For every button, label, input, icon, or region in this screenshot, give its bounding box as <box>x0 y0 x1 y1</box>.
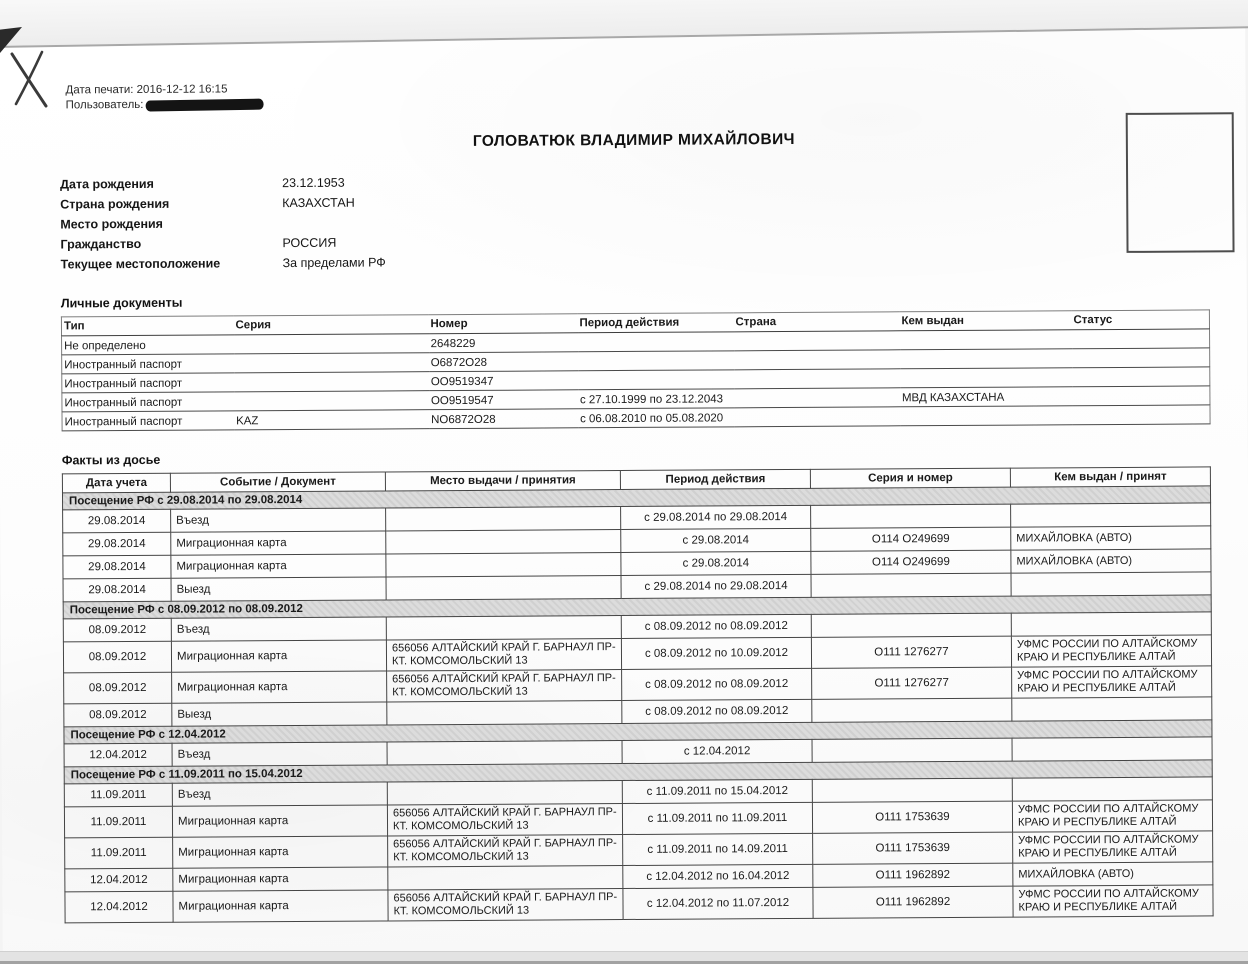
table-cell <box>1012 777 1212 801</box>
column-header: Место выдачи / принятия <box>385 471 620 491</box>
field-value: РОССИЯ <box>282 235 337 251</box>
table-cell <box>900 330 1072 350</box>
table-cell: УФМС РОССИИ ПО АЛТАЙСКОМУ КРАЮ И РЕСПУБЛИКЕ АЛТАЙ <box>1012 800 1212 832</box>
table-cell <box>234 372 429 392</box>
table-cell <box>1011 572 1211 596</box>
field-value: За пределами РФ <box>282 255 386 271</box>
table-cell: 29.08.2014 <box>63 532 171 556</box>
table-cell: с 12.04.2012 по 16.04.2012 <box>623 864 813 888</box>
table-cell: с 11.09.2011 по 11.09.2011 <box>622 802 812 834</box>
table-cell: с 27.10.1999 по 23.12.2043 <box>579 392 724 406</box>
table-cell <box>234 334 429 354</box>
group-title: Посещение РФ с 11.09.2011 по 15.04.2012 <box>64 760 1212 784</box>
table-cell: Выезд <box>171 577 386 601</box>
personal-fields <box>60 167 1209 274</box>
table-cell <box>734 407 900 427</box>
table-cell: Миграционная карта <box>173 890 388 922</box>
table-cell: Иностранный паспорт <box>64 358 183 371</box>
group-title: Посещение РФ с 29.08.2014 по 29.08.2014 <box>62 486 1210 510</box>
handwritten-x-mark <box>6 46 58 110</box>
table-cell: УФМС РОССИИ ПО АЛТАЙСКОМУ КРАЮ И РЕСПУБЛИКЕ АЛТАЙ <box>1013 831 1213 863</box>
documents-section-title: Личные документы <box>60 295 183 311</box>
field-value: КАЗАХСТАН <box>282 195 355 211</box>
table-cell: OO9519347 <box>430 375 494 388</box>
table-cell: с 08.09.2012 по 08.09.2012 <box>621 614 811 638</box>
table-cell <box>387 741 622 765</box>
table-cell <box>387 701 622 725</box>
table-cell: O111 1753639 <box>813 832 1013 864</box>
table-row <box>65 885 1213 923</box>
table-cell <box>811 573 1011 597</box>
table-cell <box>578 370 734 390</box>
table-cell: Иностранный паспорт <box>64 415 183 428</box>
column-header: Серия и номер <box>810 468 1010 488</box>
table-cell: Въезд <box>172 782 387 806</box>
table-cell: с 08.09.2012 по 08.09.2012 <box>622 668 812 700</box>
document-page <box>0 24 1248 962</box>
column-header: Период действия <box>620 469 810 489</box>
table-cell: МИХАЙЛОВКА (АВТО) <box>1011 549 1211 573</box>
table-cell <box>386 507 621 531</box>
table-cell: УФМС РОССИИ ПО АЛТАЙСКОМУ КРАЮ И РЕСПУБЛИКЕ АЛТАЙ <box>1011 635 1211 667</box>
table-cell: с 06.08.2010 по 05.08.2020 <box>580 411 724 425</box>
table-cell <box>1012 737 1212 761</box>
table-cell <box>811 613 1011 637</box>
column-header: Кем выдан <box>899 311 1071 331</box>
table-cell: 656056 АЛТАЙСКИЙ КРАЙ Г. БАРНАУЛ ПР-КТ. КОМСОМОЛЬСКИЙ 13 <box>386 639 621 671</box>
group-title: Посещение РФ с 08.09.2012 по 08.09.2012 <box>63 595 1211 619</box>
table-cell <box>1072 386 1210 406</box>
table-cell: с 11.09.2011 по 15.04.2012 <box>622 779 812 803</box>
table-cell <box>1012 697 1212 721</box>
table-cell <box>900 406 1072 426</box>
column-header: Дата учета <box>62 473 170 493</box>
table-cell <box>1072 367 1210 387</box>
table-cell: 12.04.2012 <box>65 868 173 892</box>
table-cell: O111 1962892 <box>813 863 1013 887</box>
table-cell <box>386 616 621 640</box>
column-header: Статус <box>1071 310 1209 330</box>
table-cell: OO9519547 <box>430 394 494 407</box>
table-cell <box>811 504 1011 528</box>
table-cell <box>386 530 621 554</box>
table-cell: 08.09.2012 <box>64 672 172 704</box>
table-cell: O111 1276277 <box>811 636 1011 668</box>
user-label: Пользователь: <box>65 98 144 112</box>
table-cell: O114 O249699 <box>811 550 1011 574</box>
table-cell: 656056 АЛТАЙСКИЙ КРАЙ Г. БАРНАУЛ ПР-КТ. КОМСОМОЛЬСКИЙ 13 <box>387 804 622 836</box>
table-cell: Иностранный паспорт <box>64 377 183 390</box>
table-cell <box>578 351 734 371</box>
table-cell <box>1072 405 1210 425</box>
table-cell: 08.09.2012 <box>63 641 171 673</box>
table-cell: Въезд <box>171 617 386 641</box>
table-cell: O111 1276277 <box>812 667 1012 699</box>
table-cell <box>386 553 621 577</box>
table-cell: 29.08.2014 <box>63 509 171 533</box>
table-cell: Миграционная карта <box>172 805 387 837</box>
column-header: Период действия <box>577 313 733 333</box>
table-cell <box>578 332 734 352</box>
table-cell: УФМС РОССИИ ПО АЛТАЙСКОМУ КРАЮ И РЕСПУБЛИКЕ АЛТАЙ <box>1012 666 1212 698</box>
table-cell: O111 1753639 <box>812 801 1012 833</box>
field-label: Дата рождения <box>60 176 154 192</box>
table-cell: 08.09.2012 <box>64 703 172 727</box>
table-cell: с 29.08.2014 <box>621 551 811 575</box>
column-header: Тип <box>61 316 233 336</box>
table-cell <box>234 391 429 411</box>
table-cell <box>734 388 900 408</box>
field-label: Текущее местоположение <box>60 256 221 272</box>
table-cell <box>234 353 429 373</box>
table-cell: Миграционная карта <box>171 640 386 672</box>
table-cell <box>386 576 621 600</box>
table-cell: O6872O28 <box>430 356 488 369</box>
table-cell <box>734 331 900 351</box>
table-cell: Миграционная карта <box>171 531 386 555</box>
field-label: Место рождения <box>60 216 163 232</box>
table-cell: 11.09.2011 <box>65 837 173 869</box>
table-cell: NO6872O28 <box>431 413 496 426</box>
table-cell: с 08.09.2012 по 10.09.2012 <box>621 637 811 669</box>
table-cell: 656056 АЛТАЙСКИЙ КРАЙ Г. БАРНАУЛ ПР-КТ. КОМСОМОЛЬСКИЙ 13 <box>387 670 622 702</box>
table-cell: Миграционная карта <box>172 671 387 703</box>
table-cell <box>734 350 900 370</box>
table-cell: O111 1962892 <box>813 886 1013 918</box>
table-cell <box>812 738 1012 762</box>
table-cell: Миграционная карта <box>171 554 386 578</box>
table-cell: с 11.09.2011 по 14.09.2011 <box>623 833 813 865</box>
table-cell: 12.04.2012 <box>64 743 172 767</box>
table-cell: Выезд <box>172 702 387 726</box>
print-info <box>65 76 1207 113</box>
group-title: Посещение РФ с 12.04.2012 <box>64 720 1212 744</box>
table-cell: 2648229 <box>430 337 476 350</box>
table-cell: 11.09.2011 <box>64 806 172 838</box>
table-cell: МИХАЙЛОВКА (АВТО) <box>1011 526 1211 550</box>
table-cell: 12.04.2012 <box>65 891 173 923</box>
table-cell <box>387 781 622 805</box>
print-date: Дата печати: 2016-12-12 16:15 <box>65 83 228 97</box>
table-cell <box>812 778 1012 802</box>
table-cell: Иностранный паспорт <box>64 396 183 409</box>
table-cell: 08.09.2012 <box>63 618 171 642</box>
table-cell: с 12.04.2012 по 11.07.2012 <box>623 887 813 919</box>
table-cell: Въезд <box>171 508 386 532</box>
documents-table <box>61 309 1211 431</box>
table-cell: 11.09.2011 <box>64 783 172 807</box>
table-cell <box>1011 612 1211 636</box>
column-header: Номер <box>428 314 577 334</box>
table-cell: с 29.08.2014 <box>621 528 811 552</box>
table-cell: 656056 АЛТАЙСКИЙ КРАЙ Г. БАРНАУЛ ПР-КТ. КОМСОМОЛЬСКИЙ 13 <box>388 889 623 921</box>
column-header: Событие / Документ <box>170 472 385 492</box>
table-cell: 29.08.2014 <box>63 555 171 579</box>
field-value: 23.12.1953 <box>282 175 345 191</box>
table-cell: 29.08.2014 <box>63 578 171 602</box>
table-cell: с 29.08.2014 по 29.08.2014 <box>621 505 811 529</box>
table-cell: УФМС РОССИИ ПО АЛТАЙСКОМУ КРАЮ И РЕСПУБЛИКЕ АЛТАЙ <box>1013 885 1213 917</box>
table-cell: с 08.09.2012 по 08.09.2012 <box>622 699 812 723</box>
field-label: Страна рождения <box>60 196 170 212</box>
field-label: Гражданство <box>60 236 142 252</box>
facts-table-body <box>62 486 1213 923</box>
column-header: Страна <box>733 312 899 332</box>
redaction-bar <box>145 99 263 112</box>
table-cell: Миграционная карта <box>173 836 388 868</box>
page-title: ГОЛОВАТЮК ВЛАДИМИР МИХАЙЛОВИЧ <box>472 130 795 150</box>
table-cell <box>734 369 900 389</box>
table-cell: KAZ <box>236 414 259 427</box>
table-cell <box>1072 329 1210 349</box>
table-cell: Въезд <box>172 742 387 766</box>
table-cell <box>1011 503 1211 527</box>
table-cell: с 12.04.2012 <box>622 739 812 763</box>
table-cell: Миграционная карта <box>173 867 388 891</box>
documents-table-body <box>62 329 1211 431</box>
table-cell: O114 O249699 <box>811 527 1011 551</box>
table-cell <box>900 368 1072 388</box>
table-cell: Не определено <box>64 339 146 352</box>
table-cell <box>388 866 623 890</box>
table-cell: 656056 АЛТАЙСКИЙ КРАЙ Г. БАРНАУЛ ПР-КТ. КОМСОМОЛЬСКИЙ 13 <box>388 835 623 867</box>
table-cell <box>812 698 1012 722</box>
table-cell: МВД КАЗАХСТАНА <box>901 391 1005 404</box>
facts-section-title: Факты из досье <box>61 452 161 468</box>
table-cell: с 29.08.2014 по 29.08.2014 <box>621 574 811 598</box>
table-cell <box>1072 348 1210 368</box>
column-header: Серия <box>233 315 428 335</box>
table-cell <box>900 349 1072 369</box>
table-cell: МИХАЙЛОВКА (АВТО) <box>1013 862 1213 886</box>
facts-table <box>62 466 1214 923</box>
column-header: Кем выдан / принят <box>1010 467 1210 487</box>
